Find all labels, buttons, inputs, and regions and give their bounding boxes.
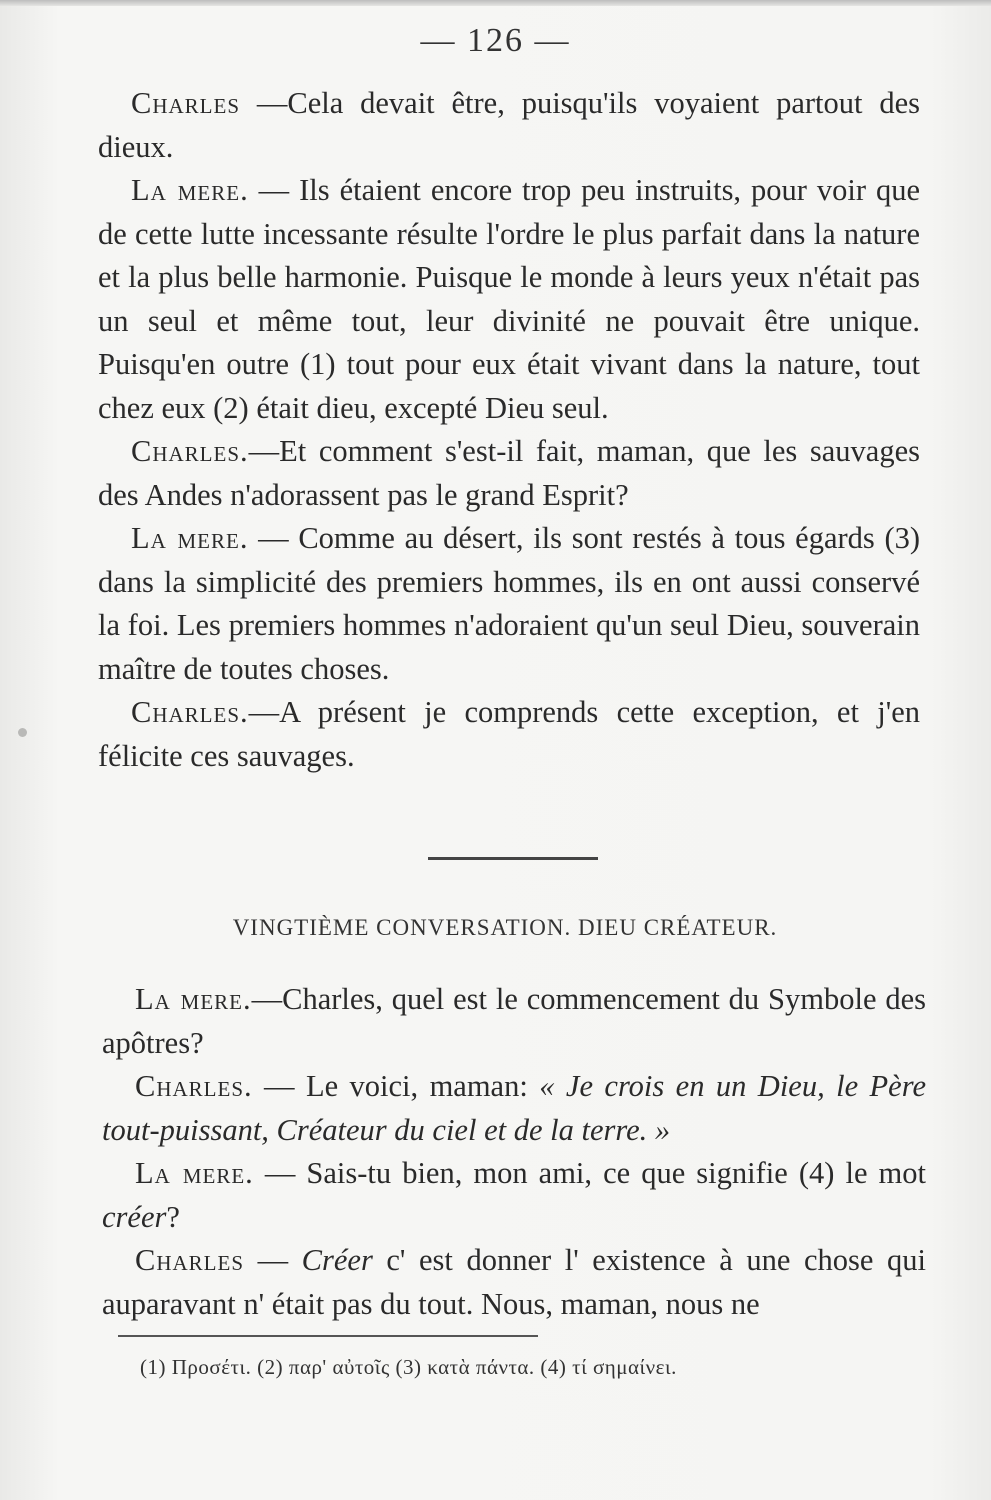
paragraph: Charles. — Le voici, maman: « Je crois en un Dieu, le Père tout-puissant, Créateur du ciel et de la terre. » [102,1069,926,1147]
dialogue-text: Ils étaient encore trop peu instruits, pour voir que de cette lutte incessante résulte l'ordre le plus parfait dans la nature et la plus belle harmonie. Puisque le monde à leurs yeux n'était pas un seul et même tout, leur divinité ne pouvait être unique. Puisqu'en outre (1) tout pour eux était vivant dans la nature, tout chez eux (2) était dieu, excepté Dieu seul. [98,173,920,425]
conversation-section-2 [102,978,926,1326]
paragraph: Charles —Cela devait être, puisqu'ils voyaient partout des dieux. [98,86,920,164]
dialogue-text: Sais-tu bien, mon ami, ce que signifie (4) le mot [306,1156,926,1190]
section-divider [428,857,598,860]
dialogue-text: c' est donner l' existence à une chose qui auparavant n' était pas du tout. Nous, maman, nous ne [102,1243,926,1321]
paragraph: La mere. — Sais-tu bien, mon ami, ce que signifie (4) le mot créer? [102,1156,926,1234]
ink-smudge [18,728,27,737]
paragraph: Charles — Créer c' est donner l' existence à une chose qui auparavant n' était pas du tout. Nous, maman, nous ne [102,1243,926,1321]
paragraph: La mere. — Comme au désert, ils sont restés à tous égards (3) dans la simplicité des premiers hommes, ils en ont aussi conservé la foi. Les premiers hommes n'adoraient qu'un seul Dieu, souverain maître de toutes choses. [98,521,921,686]
dialogue-text: Charles, quel est le commencement du Symbole des apôtres? [102,982,926,1060]
speaker: Charles [135,1243,245,1277]
speaker: Charles. [135,1069,253,1103]
emphasized-word: créer [102,1199,167,1234]
speaker: La mere. [131,521,249,555]
creed-quote: « Je crois en un Dieu, le Père tout-puissant, Créateur du ciel et de la terre. » [102,1069,926,1147]
dialogue-text: Et comment s'est-il fait, maman, que les sauvages des Andes n'adorassent pas le grand Esprit? [98,434,920,512]
paragraph: La mere.—Charles, quel est le commencement du Symbole des apôtres? [102,982,926,1060]
speaker: Charles. [131,434,249,468]
top-edge [0,0,991,6]
dialogue-text: A présent je comprends cette exception, et j'en félicite ces sauvages. [98,695,920,773]
paragraph: Charles.—A présent je comprends cette exception, et j'en félicite ces sauvages. [98,695,920,773]
emphasized-word: Créer [301,1243,373,1277]
speaker: Charles [131,86,241,120]
conversation-section-1 [98,82,920,778]
page-number: — 126 — [420,22,571,59]
speaker: La mere. [131,173,249,207]
speaker: La mere. [135,982,252,1016]
speaker: La mere. [135,1156,254,1190]
chapter-heading: VINGTIÈME CONVERSATION. DIEU CRÉATEUR. [232,915,778,940]
footnote-rule [118,1335,538,1337]
footnote: (1) Προσέτι. (2) παρ' αὐτοῖς (3) κατὰ πάντα. (4) τί σημαίνει. [140,1355,677,1379]
dialogue-text: Comme au désert, ils sont restés à tous égards (3) dans la simplicité des premiers hommes, ils en ont aussi conservé la foi. Les premiers hommes n'adoraient qu'un seul Dieu, souverain maître de toutes choses. [98,521,921,686]
speaker: Charles. [131,695,249,729]
paragraph: Charles.—Et comment s'est-il fait, maman, que les sauvages des Andes n'adorassent pas le grand Esprit? [98,434,920,512]
dialogue-text: Cela devait être, puisqu'ils voyaient partout des dieux. [98,86,920,164]
dialogue-text: Le voici, maman: [305,1069,540,1103]
paragraph: La mere. — Ils étaient encore trop peu instruits, pour voir que de cette lutte incessante résulte l'ordre le plus parfait dans la nature et la plus belle harmonie. Puisque le monde à leurs yeux n'était pas un seul et même tout, leur divinité ne pouvait être unique. Puisqu'en outre (1) tout pour eux était vivant dans la nature, tout chez eux (2) était dieu, excepté Dieu seul. [98,173,920,425]
